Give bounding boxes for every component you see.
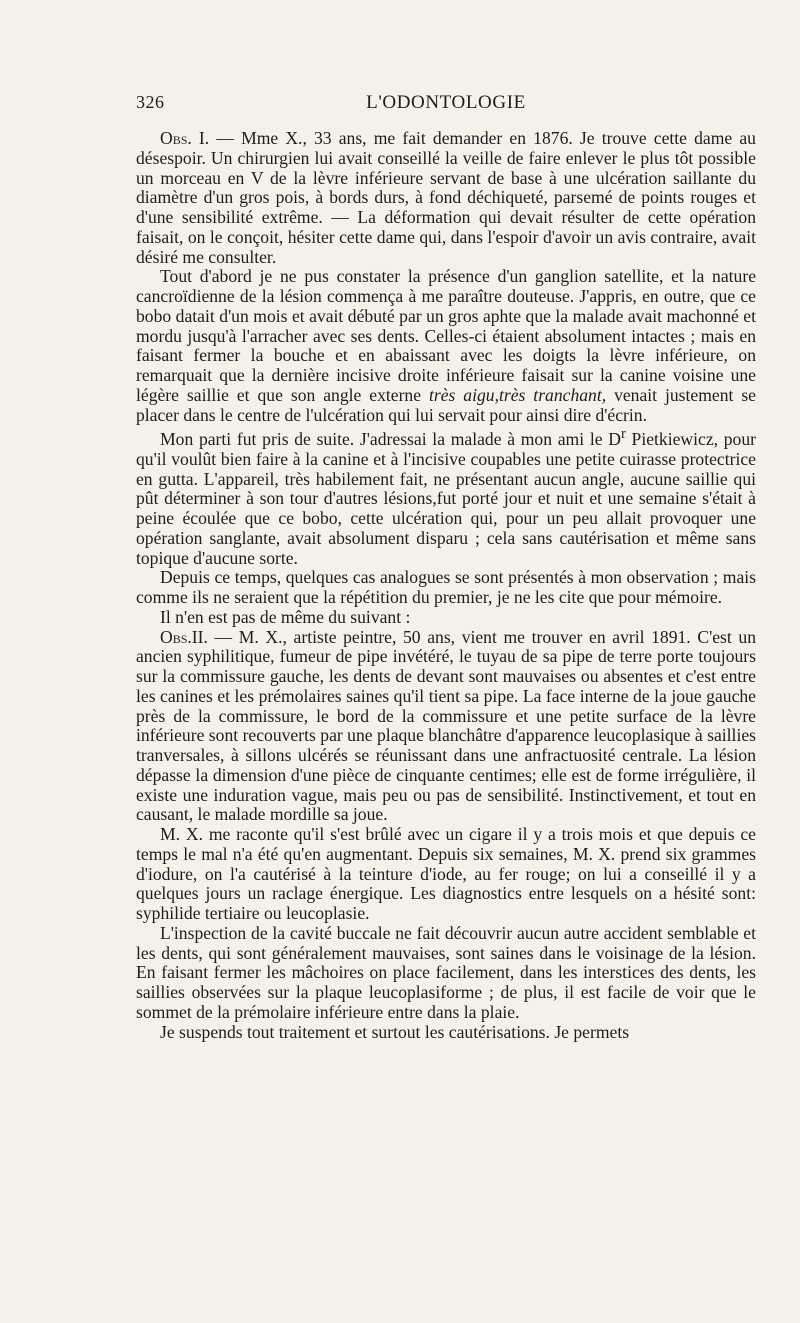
paragraph-text: Je suspends tout traitement et surtout les cautérisations. Je permets	[160, 1021, 630, 1042]
italic-phrase: très aigu,très tranchant,	[428, 384, 607, 405]
paragraph-2	[136, 267, 756, 425]
paragraph-text: M. X. me raconte qu'il s'est brûlé avec un cigare il y a trois mois et que depuis ce temps le mal n'a été qu'en augmentant. Depuis six semaines, M. X. prend six grammes d'iodure, on l'a cautérisé à la teinture d'iode, au fer rouge; on lui a conseillé il y a quelques jours un raclage énergique. Les diagnostics entre lesquels on a hésité sont: syphilide tertiaire ou leucoplasie.	[136, 824, 756, 924]
paragraph-5	[136, 608, 756, 628]
paragraph-text: Il n'en est pas de même du suivant :	[160, 606, 411, 627]
paragraph-text: venait justement se placer dans le centre de l'ulcération qui lui servait pour ainsi dire d'écrin.	[136, 384, 756, 425]
paragraph-text: — Mme X., 33 ans, me fait demander en 1876. Je trouve cette dame au désespoir. Un chirurgien lui avait conseillé la veille de faire enlever le plus tôt possible un morceau en V de la lèvre inférieure servant de base à une ulcération saillante du diamètre d'un gros pois, à bords durs, à fond déchiqueté, parsemé de points rouges et d'une sensibilité extrême. — La déformation qui devait résulter de cette opération faisait, on le conçoit, hésiter cette dame qui, dans l'espoir d'avoir un avis contraire, avait désiré me consulter.	[136, 128, 756, 267]
paragraph-text: Depuis ce temps, quelques cas analogues se sont présentés à mon observation ; mais comme ils ne seraient que la répétition du premier, je ne les cite que pour mémoire.	[136, 567, 756, 608]
page-header	[136, 92, 756, 120]
paragraph-4	[136, 568, 756, 608]
observation-label: Obs. I.	[160, 128, 210, 148]
paragraph-8	[136, 924, 756, 1023]
paragraph-text: — M. X., artiste peintre, 50 ans, vient me trouver en avril 1891. C'est un ancien syphilitique, fumeur de pipe invétéré, le tuyau de sa pipe de terre porte toujours sur la commissure gauche, les dents de devant sont mauvaises ou absentes et c'est entre les canines et les prémolaires saines qu'il tient sa pipe. La face interne de la joue gauche près de la commissure, le bord de la commissure et une petite surface de la lèvre inférieure sont recouverts par une plaque blanchâtre d'apparence leucoplasique à saillies tranversales, à sillons ulcérés se réunissant dans une anfractuosité centrale. La lésion dépasse la dimension d'une pièce de cinquante centimes; elle est de forme irrégulière, il existe une induration vague, mais peu ou pas de sensibilité. Instinctivement, et tout en causant, le malade mordille sa joue.	[136, 626, 756, 825]
paragraph-3	[136, 425, 756, 568]
paragraph-text: Pietkiewicz, pour qu'il voulût bien faire à la canine et à l'incisive coupables une petite cuirasse protectrice en gutta. L'appareil, très habilement fait, ne présentant aucun angle, aucune saillie qui pût déterminer à son tour d'autres lésions,fut porté jour et nuit et une semaine s'était à peine écoulée que ce bobo, cette ulcération qui, pour un peu allait provoquer une opération sanglante, avait absolument disparu ; cela sans cautérisation et même sans topique d'aucune sorte.	[136, 429, 756, 568]
paragraph-9	[136, 1023, 756, 1043]
observation-label: Obs.II.	[160, 626, 208, 647]
running-title: L'ODONTOLOGIE	[366, 92, 526, 113]
body-text	[136, 129, 756, 1042]
paragraph-obs-1	[136, 129, 756, 267]
paragraph-obs-2	[136, 628, 756, 826]
paragraph-text: Mon parti fut pris de suite. J'adressai la malade à mon ami le D	[160, 429, 621, 450]
paragraph-text: L'inspection de la cavité buccale ne fait découvrir aucun autre accident semblable et les dents, qui sont généralement mauvaises, sont saines dans le voisinage de la lésion. En faisant fermer les mâchoires on place facilement, dans les interstices des dents, les saillies observées sur la plaque leucoplasiforme ; de plus, il est facile de voir que le sommet de la prémolaire inférieure entre dans la plaie.	[136, 922, 756, 1022]
superscript: r	[620, 426, 626, 443]
page-number: 326	[136, 92, 165, 112]
paragraph-7	[136, 825, 756, 924]
paragraph-text: Tout d'abord je ne pus constater la présence d'un ganglion satellite, et la nature cancroïdienne de la lésion commença à me paraître douteuse. J'appris, en outre, que ce bobo datait d'un mois et avait débuté par un gros aphte que la malade avait machonné et mordu jusqu'à l'arracher avec ses dents. Celles-ci étaient absolument intactes ; mais en faisant fermer la bouche et en abaissant avec les doigts la lèvre inférieure, on remarquait que la dernière incisive droite inférieure faisait sur la canine voisine une légère saillie et que son angle externe	[136, 266, 756, 405]
